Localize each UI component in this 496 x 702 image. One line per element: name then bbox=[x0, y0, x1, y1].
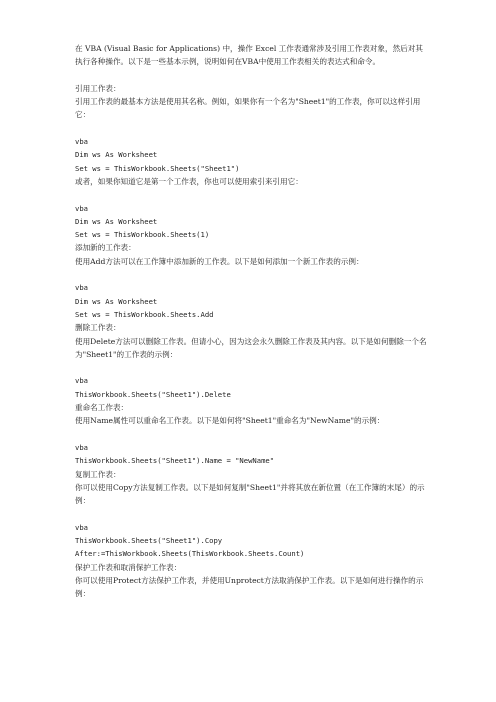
paragraph-gap bbox=[75, 428, 427, 441]
doc-paragraph: 重命名工作表： bbox=[75, 403, 129, 413]
doc-paragraph: 你可以使用Protect方法保护工作表，并使用Unprotect方法取消保护工作表。以下是如何进行操作的示例： bbox=[75, 575, 424, 599]
doc-paragraph: 使用Add方法可以在工作簿中添加新的工作表。以下是如何添加一个新工作表的示例： bbox=[75, 256, 364, 266]
doc-paragraph: vba bbox=[75, 283, 88, 293]
doc-paragraph: After:=ThisWorkbook.Sheets(ThisWorkbook.Sheets.Count) bbox=[75, 549, 305, 559]
doc-paragraph: vba bbox=[75, 442, 88, 452]
doc-paragraph: 使用Delete方法可以删除工作表。但请小心，因为这会永久删除工作表及其内容。以下是如何删除一个名为"Sheet1"的工作表的示例： bbox=[75, 336, 427, 359]
doc-paragraph: 引用工作表： bbox=[75, 83, 121, 93]
doc-paragraph: Set ws = ThisWorkbook.Sheets(1) bbox=[75, 230, 210, 240]
doc-paragraph: ThisWorkbook.Sheets("Sheet1").Name = "NewName" bbox=[75, 456, 275, 466]
paragraph-gap bbox=[75, 268, 427, 281]
document-body bbox=[75, 42, 427, 600]
doc-paragraph: ThisWorkbook.Sheets("Sheet1").Delete bbox=[75, 389, 231, 399]
doc-paragraph: 删除工作表： bbox=[75, 323, 121, 333]
doc-paragraph: 使用Name属性可以重命名工作表。以下是如何将"Sheet1"重命名为"NewName"的示例： bbox=[75, 416, 385, 426]
doc-paragraph: ThisWorkbook.Sheets("Sheet1").Copy bbox=[75, 535, 223, 545]
doc-paragraph: Set ws = ThisWorkbook.Sheets.Add bbox=[75, 309, 214, 319]
paragraph-gap bbox=[75, 69, 427, 82]
doc-paragraph: 引用工作表的最基本方法是使用其名称。例如，如果你有一个名为"Sheet1"的工作表，你可以这样引用它： bbox=[75, 97, 421, 120]
doc-paragraph: vba bbox=[75, 137, 88, 147]
doc-paragraph: Set ws = ThisWorkbook.Sheets("Sheet1") bbox=[75, 163, 240, 173]
doc-paragraph: vba bbox=[75, 522, 88, 532]
paragraph-gap bbox=[75, 122, 427, 135]
doc-paragraph: 保护工作表和取消保护工作表： bbox=[75, 562, 182, 572]
doc-paragraph: Dim ws As Worksheet bbox=[75, 150, 158, 160]
doc-paragraph: 复制工作表： bbox=[75, 469, 121, 479]
paragraph-gap bbox=[75, 188, 427, 201]
doc-paragraph: vba bbox=[75, 376, 88, 386]
doc-paragraph: Dim ws As Worksheet bbox=[75, 296, 158, 306]
doc-paragraph: 在 VBA (Visual Basic for Applications) 中，操作 Excel 工作表通常涉及引用工作表对象，然后对其执行各种操作。以下是一些基本示例，说明如何在VBA中使用工作表相关的表达式和命令。 bbox=[75, 44, 423, 67]
doc-paragraph: 或者，如果你知道它是第一个工作表，你也可以使用索引来引用它： bbox=[75, 176, 303, 186]
doc-paragraph: 你可以使用Copy方法复制工作表。以下是如何复制"Sheet1"并将其放在新位置（在工作簿的末尾）的示例： bbox=[75, 482, 425, 506]
doc-paragraph: Dim ws As Worksheet bbox=[75, 216, 158, 226]
paragraph-gap bbox=[75, 361, 427, 374]
doc-paragraph: vba bbox=[75, 203, 88, 213]
doc-paragraph: 添加新的工作表： bbox=[75, 243, 136, 253]
paragraph-gap bbox=[75, 507, 427, 520]
